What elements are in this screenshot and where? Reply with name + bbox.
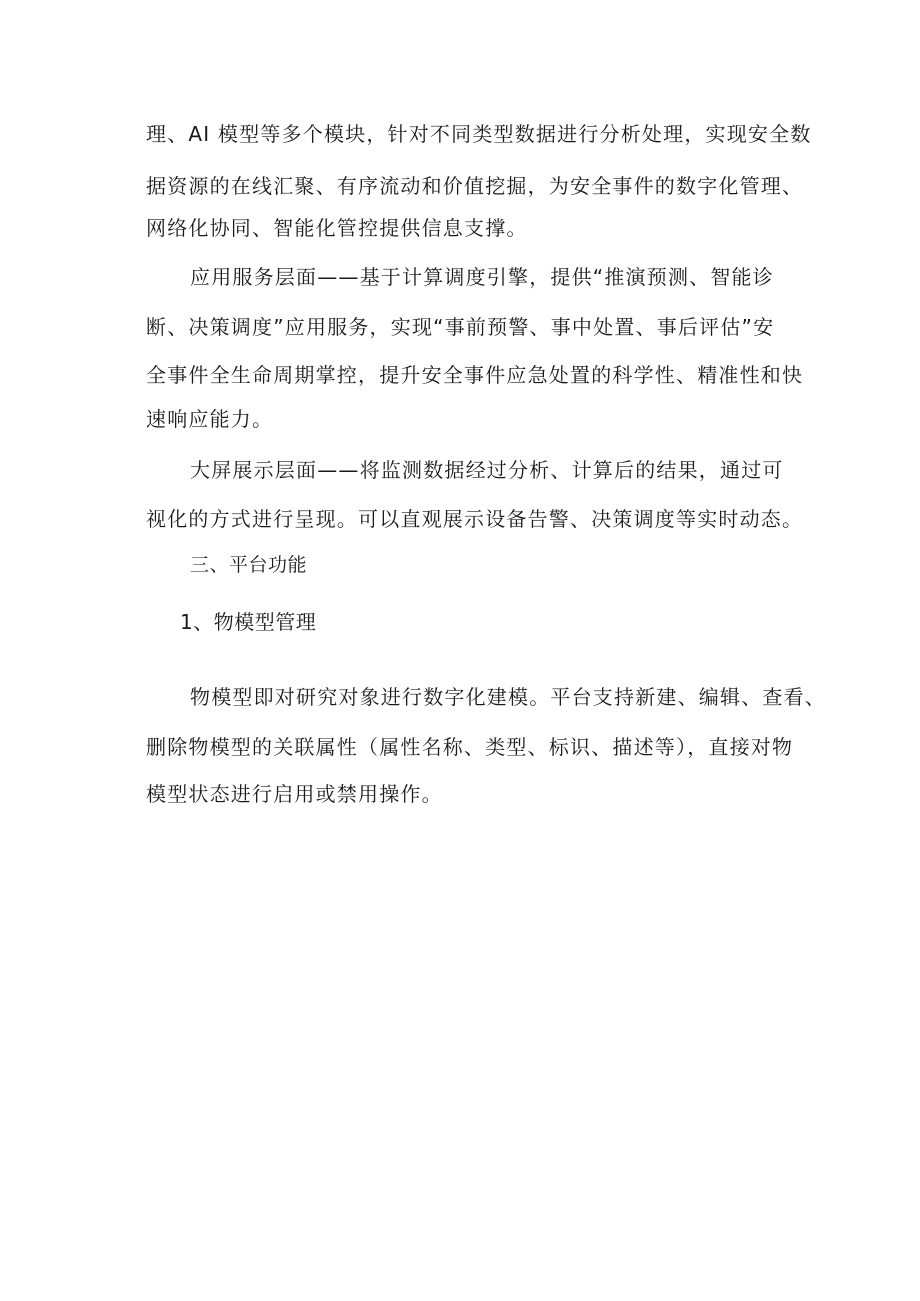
paragraph-line: 据资源的在线汇聚、有序流动和价值挖掘，为安全事件的数字化管理、 bbox=[146, 174, 804, 198]
paragraph-line: 删除物模型的关联属性（属性名称、类型、标识、描述等），直接对物 bbox=[146, 735, 794, 759]
paragraph-line: 模型状态进行启用或禁用操作。 bbox=[146, 782, 443, 806]
paragraph-line: 物模型即对研究对象进行数字化建模。平台支持新建、编辑、查看、 bbox=[190, 685, 826, 709]
paragraph-line: 应用服务层面——基于计算调度引擎，提供“推演预测、智能诊 bbox=[190, 265, 774, 289]
paragraph-line: 大屏展示层面——将监测数据经过分析、计算后的结果，通过可 bbox=[190, 458, 784, 482]
paragraph-line: 网络化协同、智能化管控提供信息支撑。 bbox=[146, 216, 528, 240]
paragraph-line: 视化的方式进行呈现。可以直观展示设备告警、决策调度等实时动态。 bbox=[146, 507, 804, 531]
subsection-heading: 1、物模型管理 bbox=[180, 610, 317, 634]
section-heading: 三、平台功能 bbox=[190, 554, 308, 576]
paragraph-line: 全事件全生命周期掌控，提升安全事件应急处置的科学性、精准性和快 bbox=[146, 363, 804, 387]
paragraph-line: 断、决策调度”应用服务，实现“事前预警、事中处置、事后评估”安 bbox=[146, 315, 775, 339]
paragraph-line: 速响应能力。 bbox=[146, 407, 274, 431]
paragraph-line: 理、AI 模型等多个模块，针对不同类型数据进行分析处理，实现安全数 bbox=[146, 122, 812, 146]
